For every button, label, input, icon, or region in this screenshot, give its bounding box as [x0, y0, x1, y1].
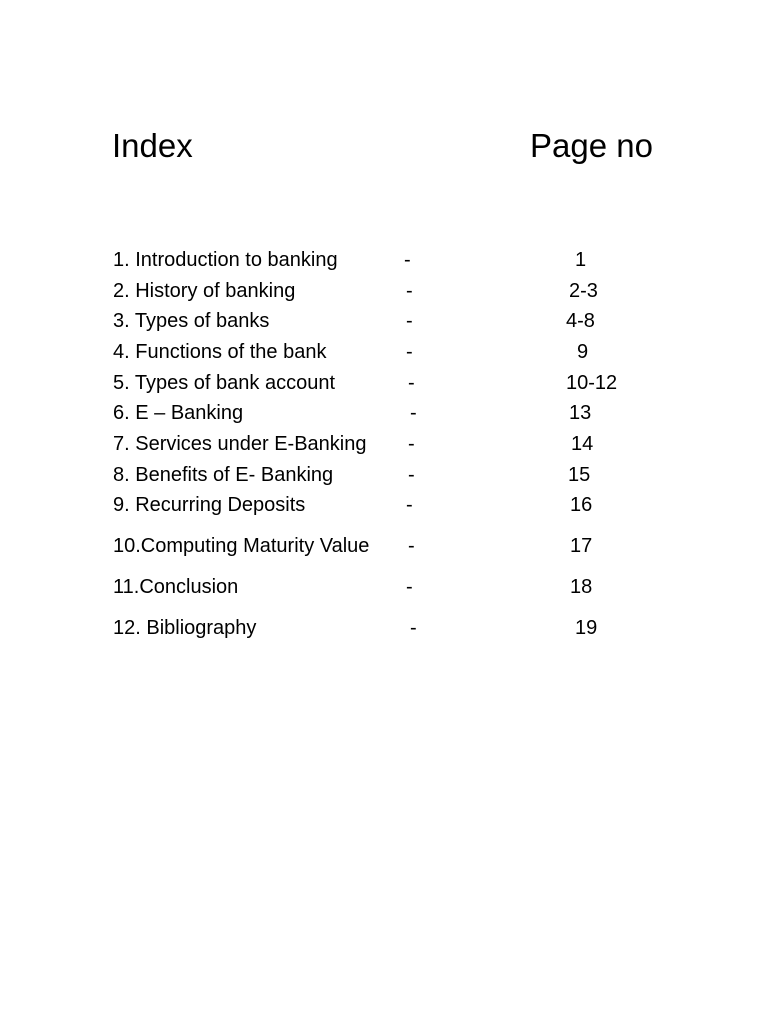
entry-separator: -	[408, 433, 415, 455]
entry-label: 5. Types of bank account	[113, 372, 336, 394]
entry-separator: -	[410, 617, 417, 639]
entry-label: 9. Recurring Deposits	[113, 494, 306, 516]
entry-label: 12. Bibliography	[113, 617, 257, 639]
entry-label: 2. History of banking	[113, 280, 296, 302]
index-heading: Index	[112, 127, 193, 164]
entry-separator: -	[406, 494, 413, 516]
entry-page: 16	[570, 494, 593, 516]
entry-separator: -	[408, 372, 415, 394]
entry-label: 6. E – Banking	[113, 402, 244, 424]
entry-label: 10.Computing Maturity Value	[113, 535, 370, 557]
index-entry	[0, 574, 768, 600]
entry-page: 13	[569, 402, 592, 424]
index-entry	[0, 247, 768, 273]
index-entry	[0, 278, 768, 304]
index-entry	[0, 339, 768, 365]
entry-label: 4. Functions of the bank	[113, 341, 327, 363]
index-entry	[0, 308, 768, 334]
index-entry	[0, 400, 768, 426]
entry-label: 7. Services under E-Banking	[113, 433, 367, 455]
entry-page: 18	[570, 576, 593, 598]
index-entry	[0, 615, 768, 641]
entry-page: 4-8	[566, 310, 595, 332]
entry-separator: -	[406, 576, 413, 598]
entry-separator: -	[410, 402, 417, 424]
entry-separator: -	[406, 280, 413, 302]
entry-page: 19	[575, 617, 598, 639]
entry-separator: -	[406, 310, 413, 332]
index-entry	[0, 492, 768, 518]
entry-separator: -	[406, 341, 413, 363]
entry-page: 2-3	[569, 280, 598, 302]
index-entry	[0, 462, 768, 488]
entry-page: 14	[571, 433, 594, 455]
entry-label: 1. Introduction to banking	[113, 249, 338, 271]
entry-page: 1	[575, 249, 587, 271]
index-entry	[0, 370, 768, 396]
entry-label: 11.Conclusion	[113, 576, 239, 598]
entry-label: 3. Types of banks	[113, 310, 270, 332]
index-entry	[0, 533, 768, 559]
entry-page: 17	[570, 535, 593, 557]
entry-separator: -	[408, 535, 415, 557]
entry-separator: -	[404, 249, 411, 271]
entry-page: 9	[577, 341, 589, 363]
entry-label: 8. Benefits of E- Banking	[113, 464, 334, 486]
entry-page: 15	[568, 464, 591, 486]
entry-page: 10-12	[566, 372, 618, 394]
index-entry	[0, 431, 768, 457]
entry-separator: -	[408, 464, 415, 486]
page-no-heading: Page no	[530, 127, 653, 164]
